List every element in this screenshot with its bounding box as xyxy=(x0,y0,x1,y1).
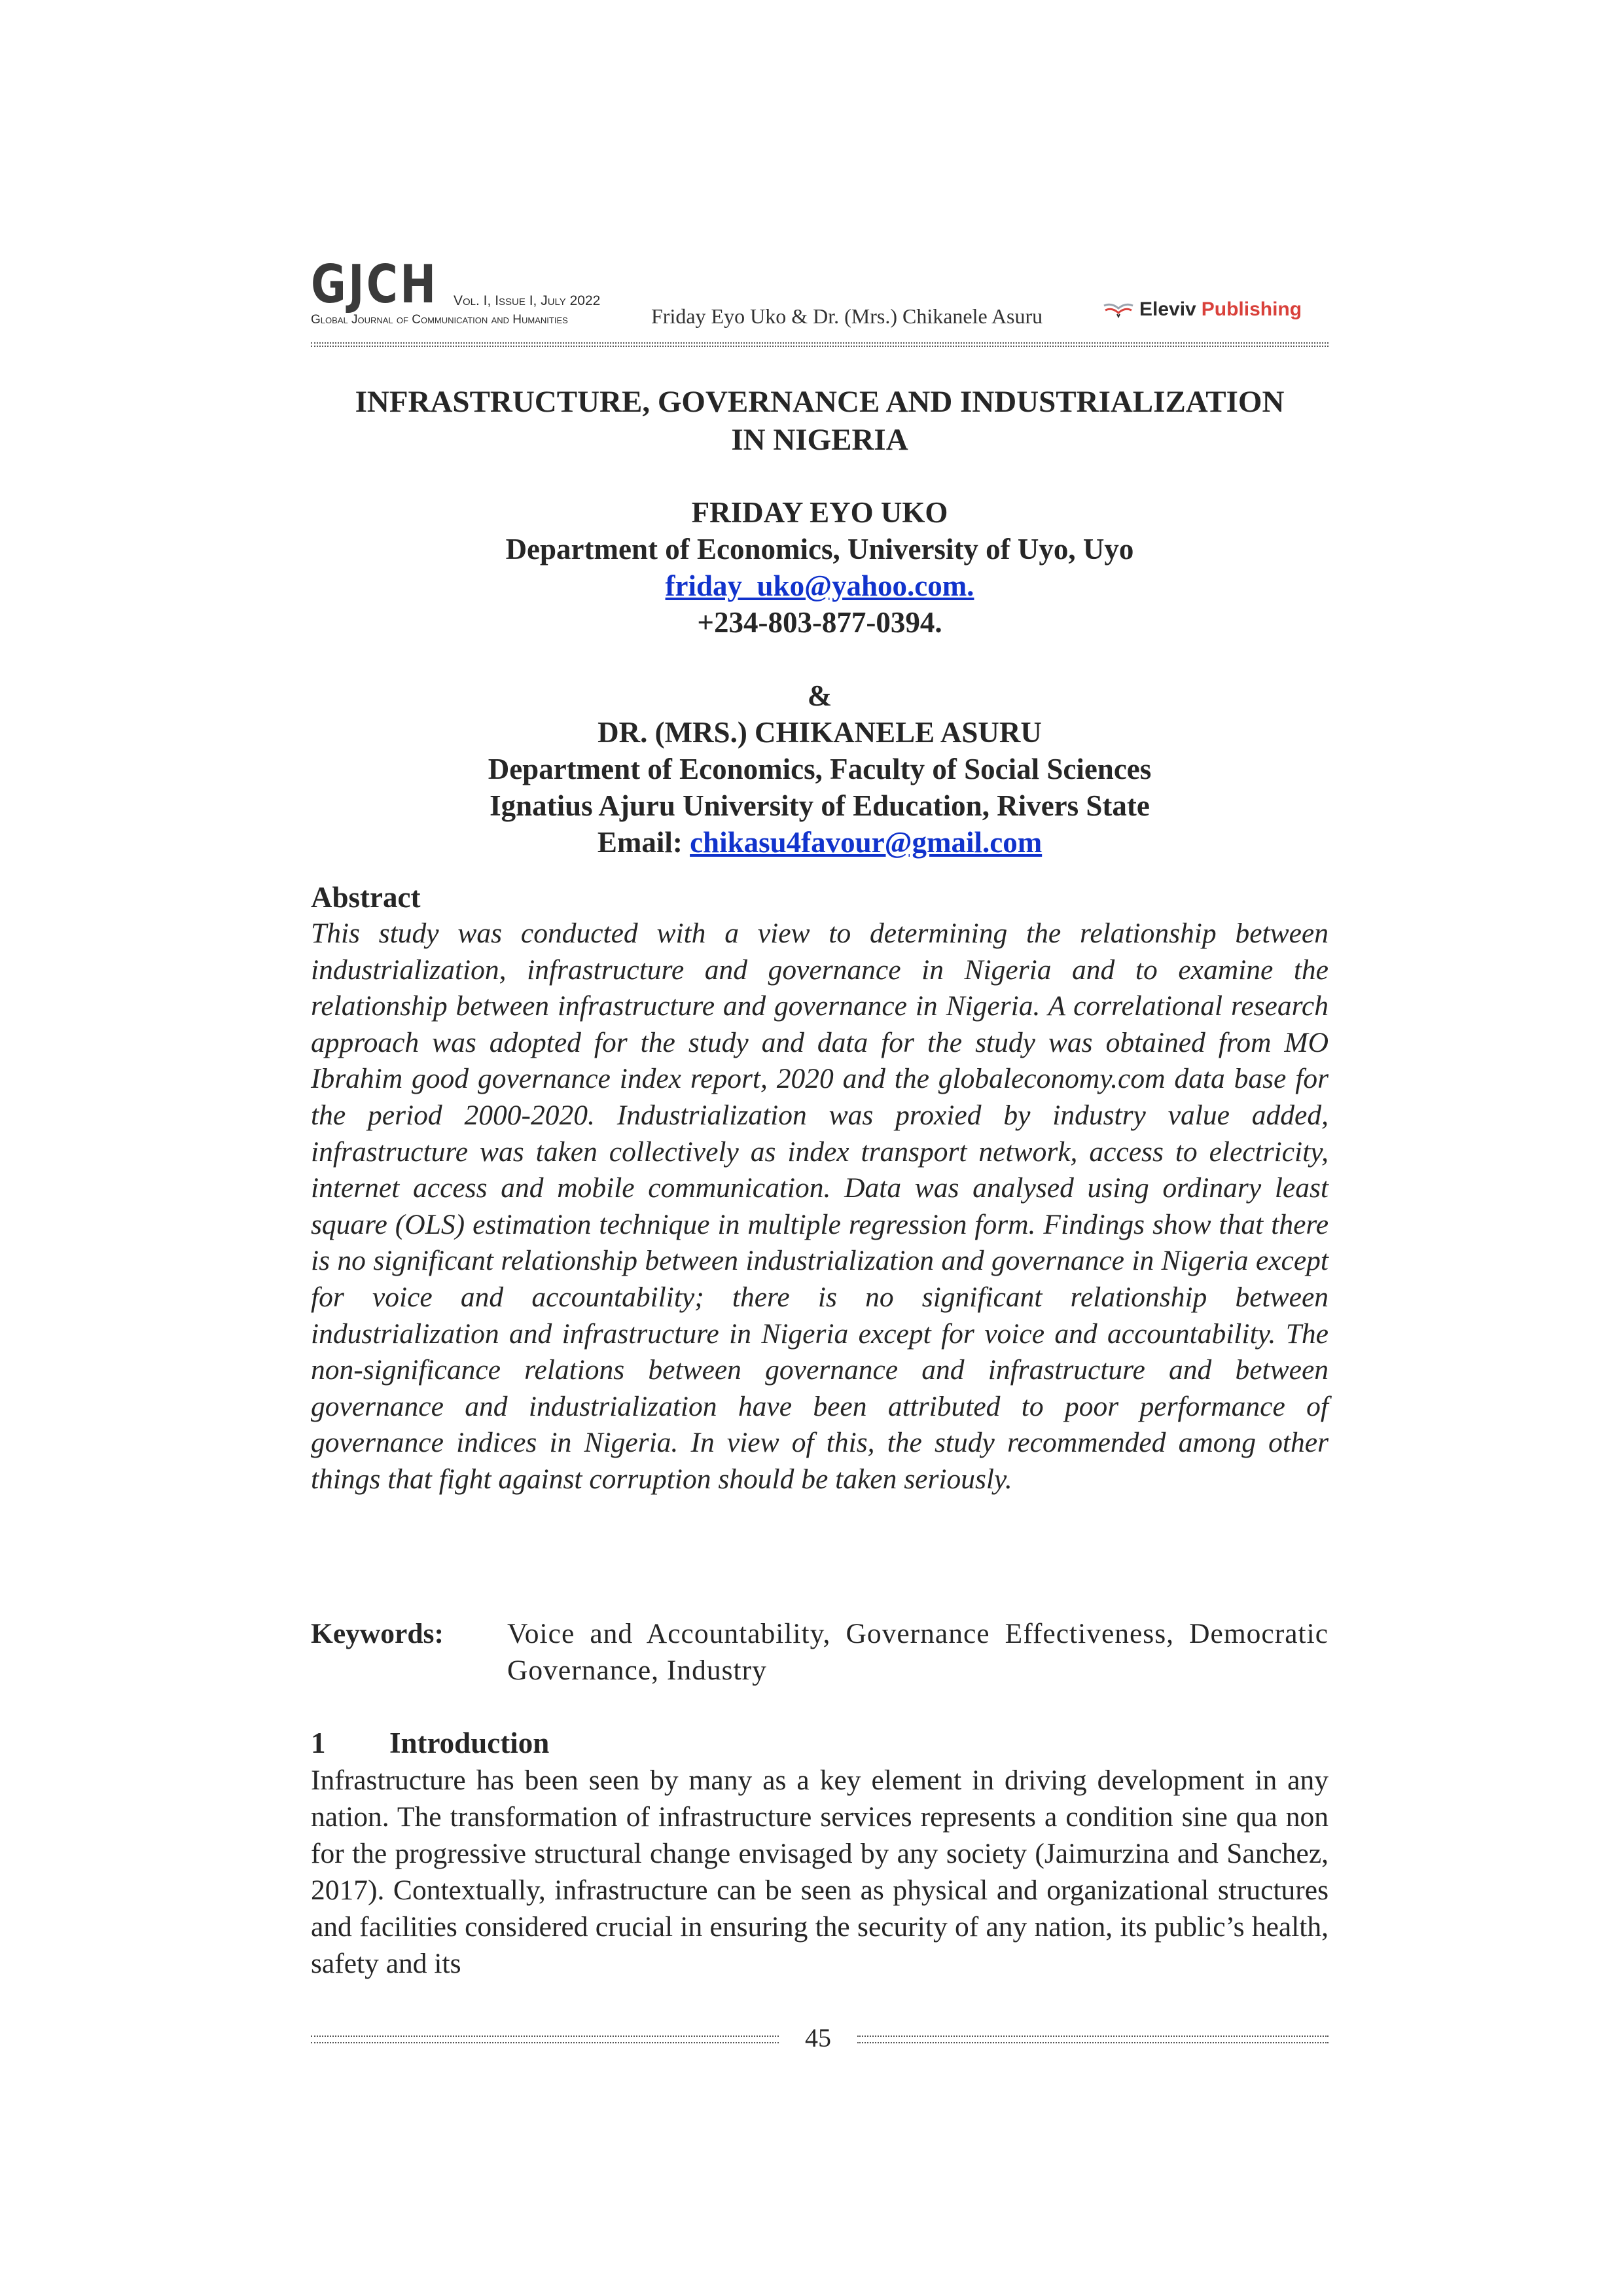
author2-affiliation-1: Department of Economics, Faculty of Social Sciences xyxy=(488,753,1152,785)
author1-phone: +234-803-877-0394. xyxy=(697,606,942,639)
journal-name: Global Journal of Communication and Humanities xyxy=(311,313,568,327)
running-authors: Friday Eyo Uko & Dr. (Mrs.) Chikanele Asuru xyxy=(651,304,1043,328)
header-divider-secondary xyxy=(311,346,1329,347)
author-block xyxy=(311,494,1329,861)
author2-email-link[interactable]: chikasu4favour@gmail.com xyxy=(690,826,1043,859)
publisher-logo xyxy=(1103,296,1302,323)
volume-issue: Vol. I, Issue I, July 2022 xyxy=(454,293,601,308)
section-number: 1 xyxy=(311,1727,326,1759)
abstract-text: This study was conducted with a view to determining the relationship between industrialization, infrastructure and governance in Nigeria and to examine the relationship between infrastructure and governance in Nigeria. A correlational research approach was adopted for the study and data for the study was obtained from MO Ibrahim good governance index report, 2020 and the globaleconomy.com data base for the period 2000-2020. Industrialization was proxied by industry value added, infrastructure was taken collectively as index transport network, access to electricity, internet access and mobile communication. Data was analysed using ordinary least square (OLS) estimation technique in multiple regression form. Findings show that there is no significant relationship between industrialization and governance in Nigeria except for voice and accountability; there is no significant relationship between industrialization and infrastructure in Nigeria except for voice and accountability. The non-significance relations between governance and infrastructure and between governance and industrialization have been attributed to poor performance of governance indices in Nigeria. In view of this, the study recommended among other things that fight against corruption should be taken seriously. xyxy=(311,918,1329,1495)
author1-email-link[interactable]: friday_uko@yahoo.com. xyxy=(665,569,974,602)
author2-email-label: Email: xyxy=(597,826,683,859)
author2-name: DR. (MRS.) CHIKANELE ASURU xyxy=(597,716,1042,749)
paper-title xyxy=(311,383,1329,459)
keywords-text: Voice and Accountability, Governance Effectiveness, Democratic Governance, Industry xyxy=(507,1618,1329,1686)
section-heading-introduction xyxy=(311,1725,1329,1761)
title-line-2: IN NIGERIA xyxy=(731,423,908,457)
page-number: 45 xyxy=(805,2023,831,2053)
title-line-1: INFRASTRUCTURE, GOVERNANCE AND INDUSTRIALIZATION xyxy=(355,385,1285,419)
author-separator: & xyxy=(807,679,832,712)
keywords xyxy=(311,1615,1329,1689)
keywords-label: Keywords: xyxy=(311,1618,444,1649)
footer-divider-right xyxy=(857,2036,1329,2043)
author2-affiliation-2: Ignatius Ajuru University of Education, Rivers State xyxy=(490,789,1150,822)
running-header xyxy=(311,254,1329,350)
author1-affiliation: Department of Economics, University of Uyo, Uyo xyxy=(505,533,1134,565)
author1-name: FRIDAY EYO UKO xyxy=(691,496,948,529)
open-book-icon xyxy=(1103,300,1134,319)
publisher-name-part2: Publishing xyxy=(1201,298,1302,320)
page-footer xyxy=(311,2022,1329,2055)
abstract-heading: Abstract xyxy=(311,881,421,914)
footer-divider-left xyxy=(311,2036,779,2043)
introduction-text: Infrastructure has been seen by many as a key element in driving development in any nation. The transformation of infrastructure services represents a condition sine qua non for the progressive structural change envisaged by any society (Jaimurzina and Sanchez, 2017). Contextually, infrastructure can be seen as physical and organizational structures and facilities considered crucial in ensuring the security of any nation, its public’s health, safety and its xyxy=(311,1765,1329,1979)
header-divider xyxy=(311,342,1329,344)
journal-logo: GJCH xyxy=(311,254,438,315)
section-title: Introduction xyxy=(389,1727,550,1759)
publisher-name-part1: Eleviv xyxy=(1139,298,1196,320)
